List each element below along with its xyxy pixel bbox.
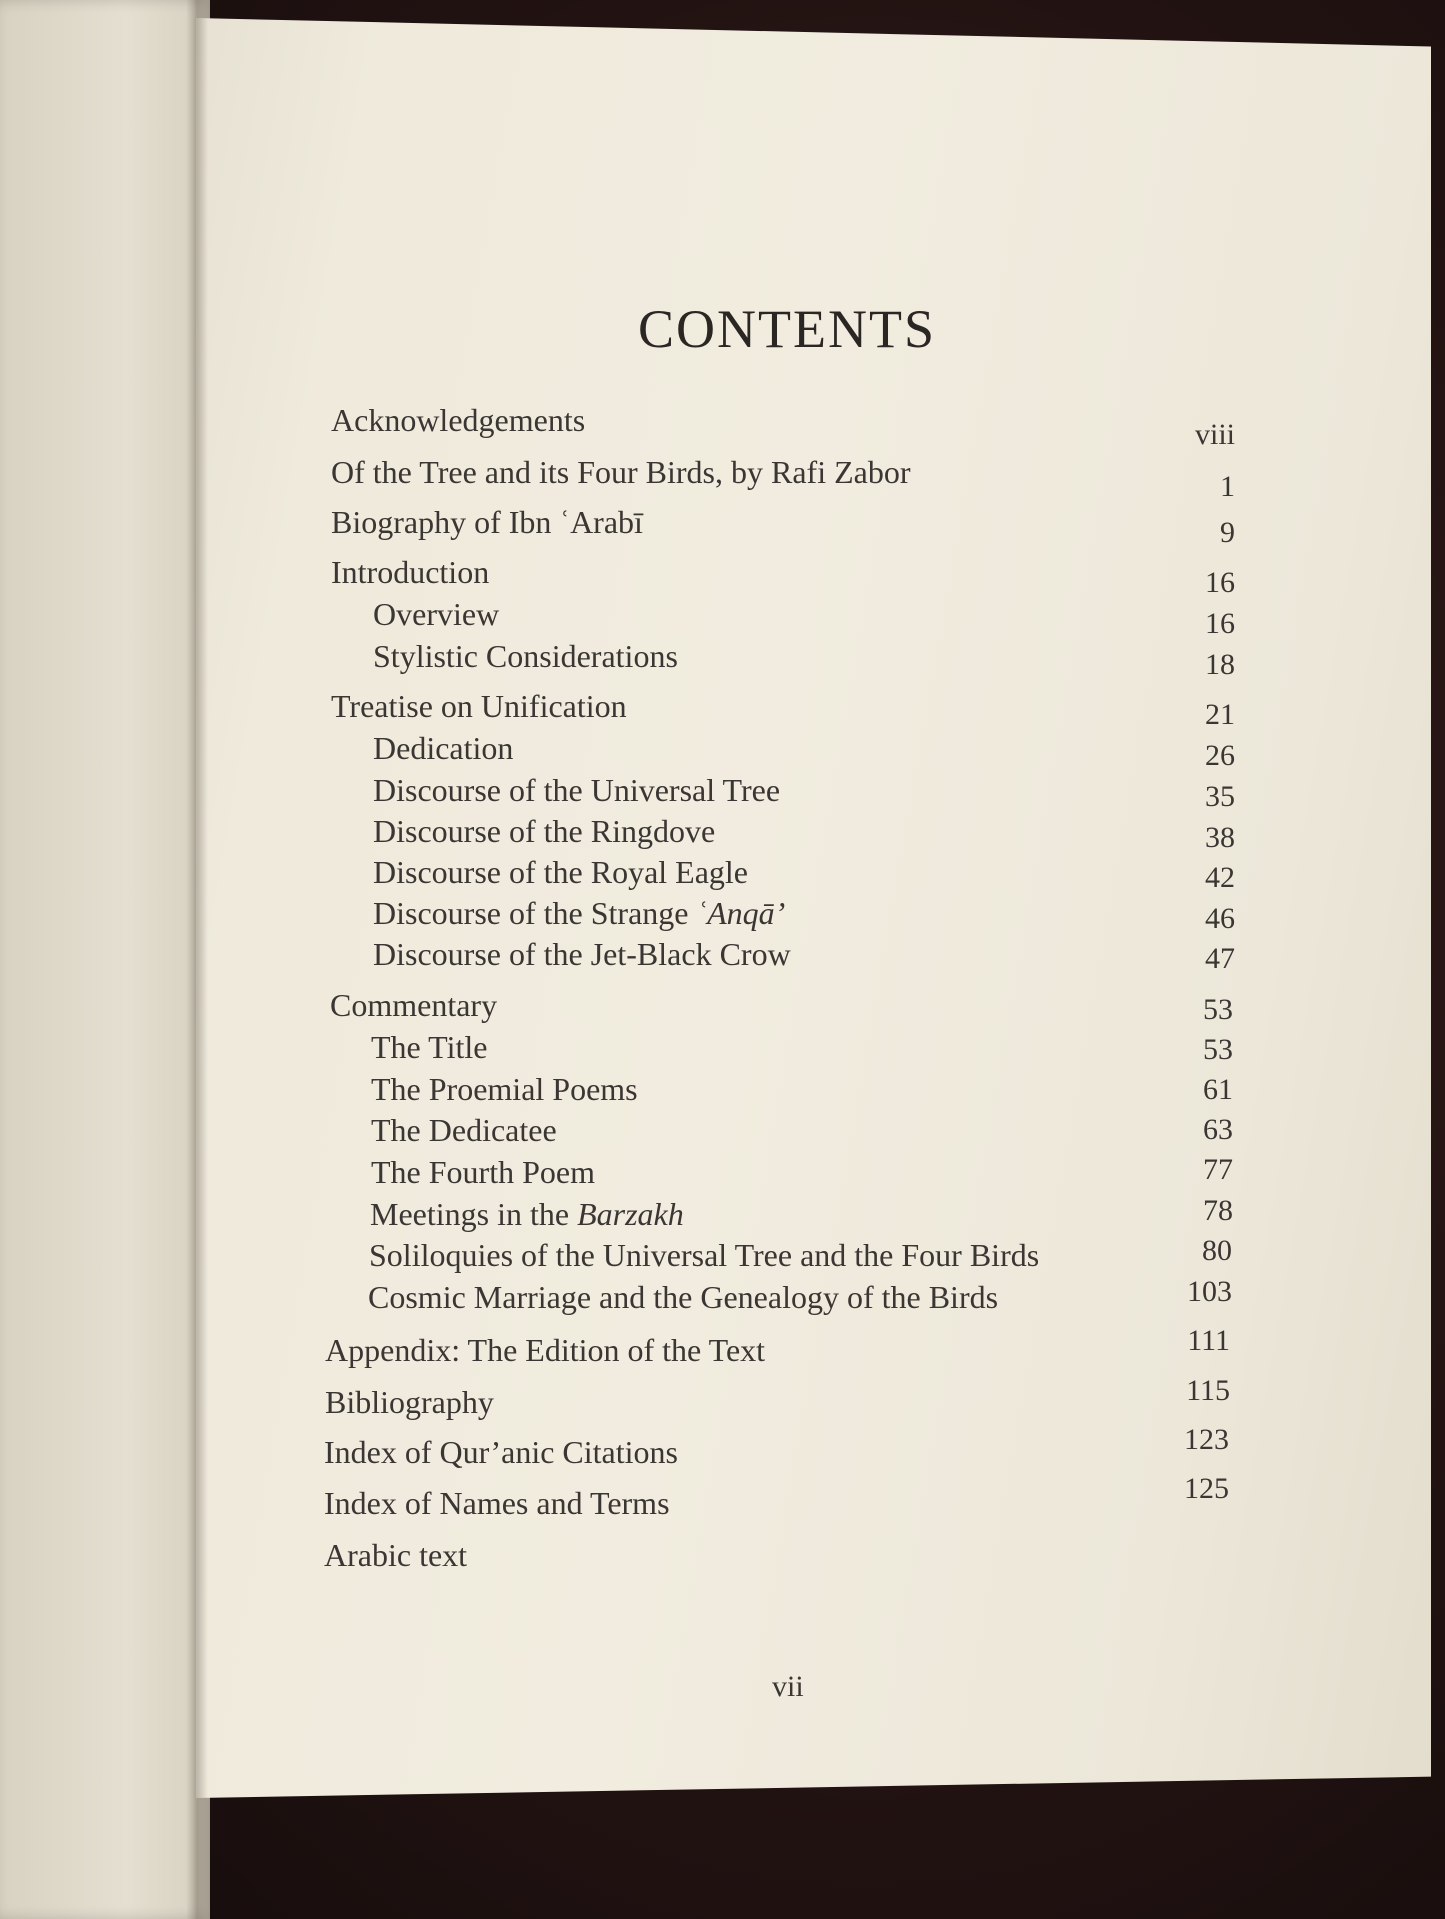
toc-page-strange-anqa: 46	[1205, 902, 1235, 935]
toc-entry-acknowledgements: Acknowledgements	[331, 402, 586, 438]
toc-entry-universal-tree: Discourse of the Universal Tree	[373, 772, 781, 808]
toc-page-stylistic: 18	[1205, 648, 1235, 681]
toc-page-fourth-poem: 77	[1203, 1153, 1233, 1186]
toc-page-appendix: 111	[1187, 1324, 1230, 1357]
toc-entry-introduction: Introduction	[331, 554, 490, 590]
toc-page-introduction: 16	[1205, 566, 1235, 599]
toc-entry-fourth-poem: The Fourth Poem	[371, 1154, 595, 1190]
toc-page-soliloquies: 80	[1202, 1234, 1232, 1267]
toc-entry-tree-and-birds: Of the Tree and its Four Birds, by Rafi Zabor	[331, 454, 911, 490]
toc-page-royal-eagle: 42	[1205, 861, 1235, 894]
toc-entry-dedicatee: The Dedicatee	[371, 1112, 557, 1148]
toc-page-biography: 9	[1220, 516, 1235, 549]
toc-page-dedicatee: 63	[1203, 1113, 1233, 1146]
toc-page-names-and-terms: 125	[1184, 1472, 1229, 1505]
toc-entry-biography: Biography of Ibn ʿArabī	[331, 504, 643, 540]
toc-entry-strange-anqa-italic: ʿAnqā’	[696, 895, 786, 931]
toc-entry-strange-anqa-text: Discourse of the Strange	[373, 895, 697, 931]
toc-entry-commentary: Commentary	[330, 987, 498, 1023]
page-number: vii	[772, 1670, 804, 1703]
toc-entry-quranic-citations: Index of Qur’anic Citations	[324, 1434, 678, 1470]
toc-entry-treatise: Treatise on Unification	[331, 688, 627, 724]
toc-entry-overview: Overview	[373, 596, 500, 632]
toc-page-jet-black-crow: 47	[1205, 942, 1235, 975]
toc-page-bibliography: 115	[1186, 1374, 1230, 1407]
toc-entry-appendix: Appendix: The Edition of the Text	[325, 1332, 766, 1368]
toc-entry-names-and-terms: Index of Names and Terms	[324, 1485, 670, 1521]
toc-entry-bibliography: Bibliography	[325, 1384, 494, 1420]
toc-entry-cosmic-marriage: Cosmic Marriage and the Genealogy of the Birds	[368, 1279, 999, 1315]
facing-page	[0, 0, 210, 1919]
toc-page-cosmic-marriage: 103	[1187, 1275, 1232, 1308]
toc-page-acknowledgements: viii	[1194, 418, 1235, 451]
toc-entry-royal-eagle: Discourse of the Royal Eagle	[373, 854, 748, 890]
toc-page-barzakh: 78	[1203, 1194, 1233, 1227]
toc-page-the-title: 53	[1203, 1033, 1233, 1066]
toc-page-overview: 16	[1205, 607, 1235, 640]
toc-page-commentary: 53	[1203, 993, 1233, 1026]
toc-page-universal-tree: 35	[1205, 780, 1235, 813]
toc-entry-the-title: The Title	[371, 1029, 488, 1065]
toc-entry-jet-black-crow: Discourse of the Jet-Black Crow	[373, 936, 791, 972]
toc-entry-soliloquies: Soliloquies of the Universal Tree and the Four Birds	[369, 1237, 1040, 1273]
toc-page-ringdove: 38	[1205, 821, 1235, 854]
toc-entry-stylistic: Stylistic Considerations	[373, 638, 678, 674]
toc-page-treatise: 21	[1205, 698, 1235, 731]
toc-entry-proemial-poems: The Proemial Poems	[371, 1071, 638, 1107]
book-gutter	[186, 0, 208, 1919]
toc-entry-barzakh-text: Meetings in the	[370, 1196, 578, 1232]
toc-entry-dedication: Dedication	[373, 730, 514, 766]
toc-page-proemial-poems: 61	[1203, 1073, 1233, 1106]
toc-entry-barzakh-italic: Barzakh	[577, 1196, 684, 1232]
toc-entry-barzakh	[370, 1196, 684, 1233]
toc-entry-arabic-text: Arabic text	[324, 1537, 468, 1573]
page-title: CONTENTS	[638, 299, 936, 360]
toc-page-dedication: 26	[1205, 739, 1235, 772]
toc-page-quranic-citations: 123	[1184, 1423, 1229, 1456]
toc-page-tree-and-birds: 1	[1220, 470, 1235, 503]
toc-entry-ringdove: Discourse of the Ringdove	[373, 813, 716, 849]
toc-entry-strange-anqa	[373, 895, 785, 932]
